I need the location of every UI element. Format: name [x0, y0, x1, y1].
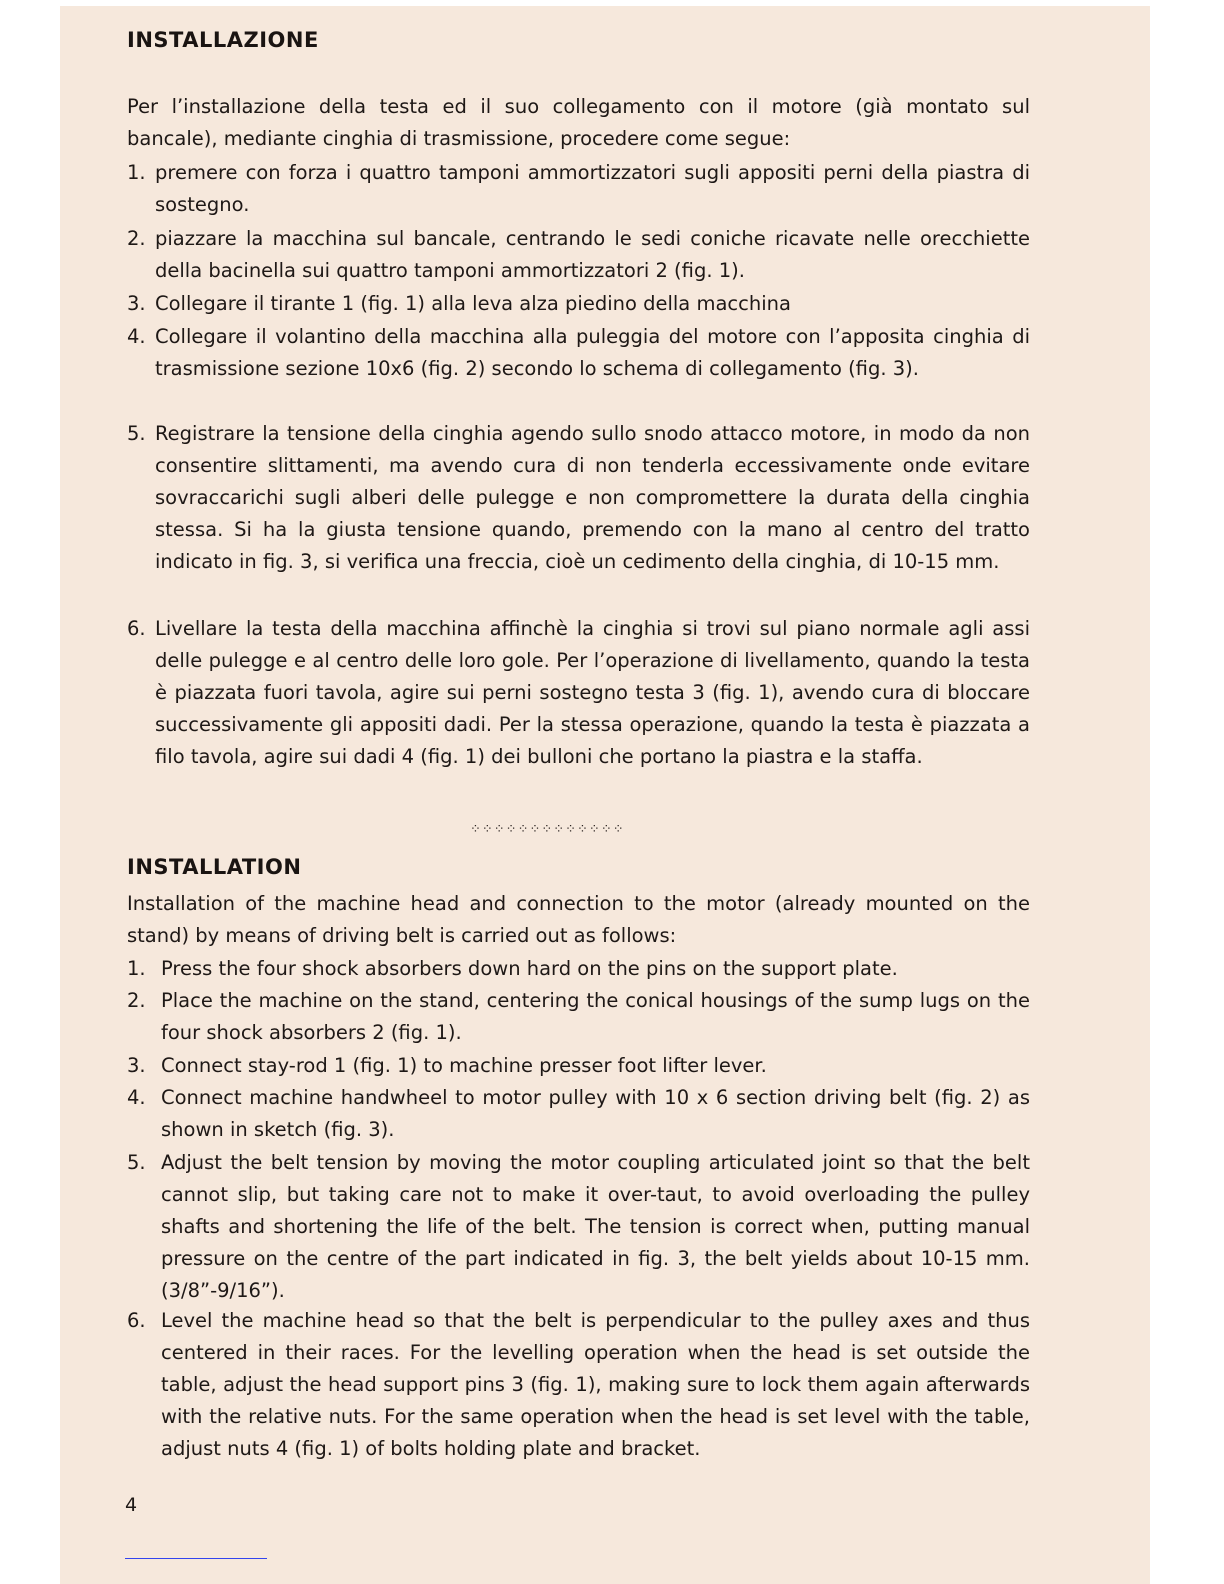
step-text: Connect stay-rod 1 (fig. 1) to machine presser foot lifter lever.	[161, 1054, 767, 1077]
step-text: Collegare il volantino della macchina alla puleggia del motore con l’apposita cinghia di trasmissione sezione 10x6 (fig. 2) secondo lo schema di collegamento (fig. 3).	[155, 325, 1030, 380]
step-text: Level the machine head so that the belt is perpendicular to the pulley axes and thus centered in their races. For the levelling operation when the head is set outside the table, adjust the head support pins 3 (fig. 1), making sure to lock them again afterwards with the relative nuts. For the same operation when the head is set level with the table, adjust nuts 4 (fig. 1) of bolts holding plate and bracket.	[161, 1309, 1030, 1460]
footer-rule	[125, 1558, 267, 1559]
italian-step-1	[127, 157, 1030, 221]
step-text: piazzare la macchina sul bancale, centrando le sedi coniche ricavate nelle orecchiette della bacinella sui quattro tamponi ammortizzatori 2 (fig. 1).	[155, 227, 1030, 282]
english-step-5	[127, 1147, 1030, 1307]
step-number: 1.	[127, 957, 146, 980]
step-text: Registrare la tensione della cinghia agendo sullo snodo attacco motore, in modo da non consentire slittamenti, ma avendo cura di non tenderla eccessivamente onde evitare sovraccarichi sugli alberi delle pulegge e non compromettere la durata della cinghia stessa. Si ha la giusta tensione quando, premendo con la mano al centro del tratto indicato in fig. 3, si verifica una freccia, cioè un cedimento della cinghia, di 10-15 mm.	[155, 422, 1030, 573]
step-number: 3.	[127, 292, 146, 315]
step-text: Connect machine handwheel to motor pulley with 10 x 6 section driving belt (fig. 2) as shown in sketch (fig. 3).	[161, 1086, 1030, 1141]
step-number: 3.	[127, 1054, 146, 1077]
step-text: Adjust the belt tension by moving the motor coupling articulated joint so that the belt cannot slip, but taking care not to make it over-taut, to avoid overloading the pulley shafts and shortening the life of the belt. The tension is correct when, putting manual pressure on the centre of the part indicated in fig. 3, the belt yields about 10-15 mm. (3/8”-9/16”).	[161, 1151, 1030, 1302]
step-number: 4.	[127, 1086, 146, 1109]
step-text: Place the machine on the stand, centering the conical housings of the sump lugs on the four shock absorbers 2 (fig. 1).	[161, 989, 1030, 1044]
step-number: 5.	[127, 1151, 146, 1174]
english-step-4	[127, 1082, 1030, 1146]
step-number: 5.	[127, 422, 146, 445]
page-number: 4	[125, 1494, 138, 1516]
italian-step-2	[127, 223, 1030, 287]
italian-step-5	[127, 418, 1030, 578]
step-number: 2.	[127, 227, 146, 250]
step-number: 2.	[127, 989, 146, 1012]
step-number: 6.	[127, 1309, 146, 1332]
italian-step-3	[127, 288, 1030, 320]
italian-intro: Per l’installazione della testa ed il suo collegamento con il motore (già montato sul bancale), mediante cinghia di trasmissione, procedere come segue:	[127, 95, 1030, 150]
italian-step-6	[127, 613, 1030, 773]
english-intro: Installation of the machine head and connection to the motor (already mounted on the stand) by means of driving belt is carried out as follows:	[127, 892, 1030, 947]
step-number: 1.	[127, 161, 146, 184]
step-number: 6.	[127, 617, 146, 640]
english-step-1	[127, 953, 1030, 985]
step-text: Press the four shock absorbers down hard on the pins on the support plate.	[161, 957, 898, 980]
step-number: 4.	[127, 325, 146, 348]
italian-heading: INSTALLAZIONE	[127, 28, 319, 52]
italian-step-4	[127, 321, 1030, 385]
english-heading: INSTALLATION	[127, 855, 302, 879]
english-step-6	[127, 1305, 1030, 1465]
step-text: premere con forza i quattro tamponi ammortizzatori sugli appositi perni della piastra di sostegno.	[155, 161, 1030, 216]
step-text: Livellare la testa della macchina affinchè la cinghia si trovi sul piano normale agli assi delle pulegge e al centro delle loro gole. Per l’operazione di livellamento, quando la testa è piazzata fuori tavola, agire sui perni sostegno testa 3 (fig. 1), avendo cura di bloccare successivamente gli appositi dadi. Per la stessa operazione, quando la testa è piazzata a filo tavola, agire sui dadi 4 (fig. 1) dei bulloni che portano la piastra e la staffa.	[155, 617, 1030, 768]
english-step-2	[127, 985, 1030, 1049]
section-separator: ⁘⁘⁘⁘⁘⁘⁘⁘⁘⁘⁘⁘⁘	[470, 822, 625, 837]
step-text: Collegare il tirante 1 (fig. 1) alla leva alza piedino della macchina	[155, 292, 791, 315]
english-step-3	[127, 1050, 1030, 1082]
